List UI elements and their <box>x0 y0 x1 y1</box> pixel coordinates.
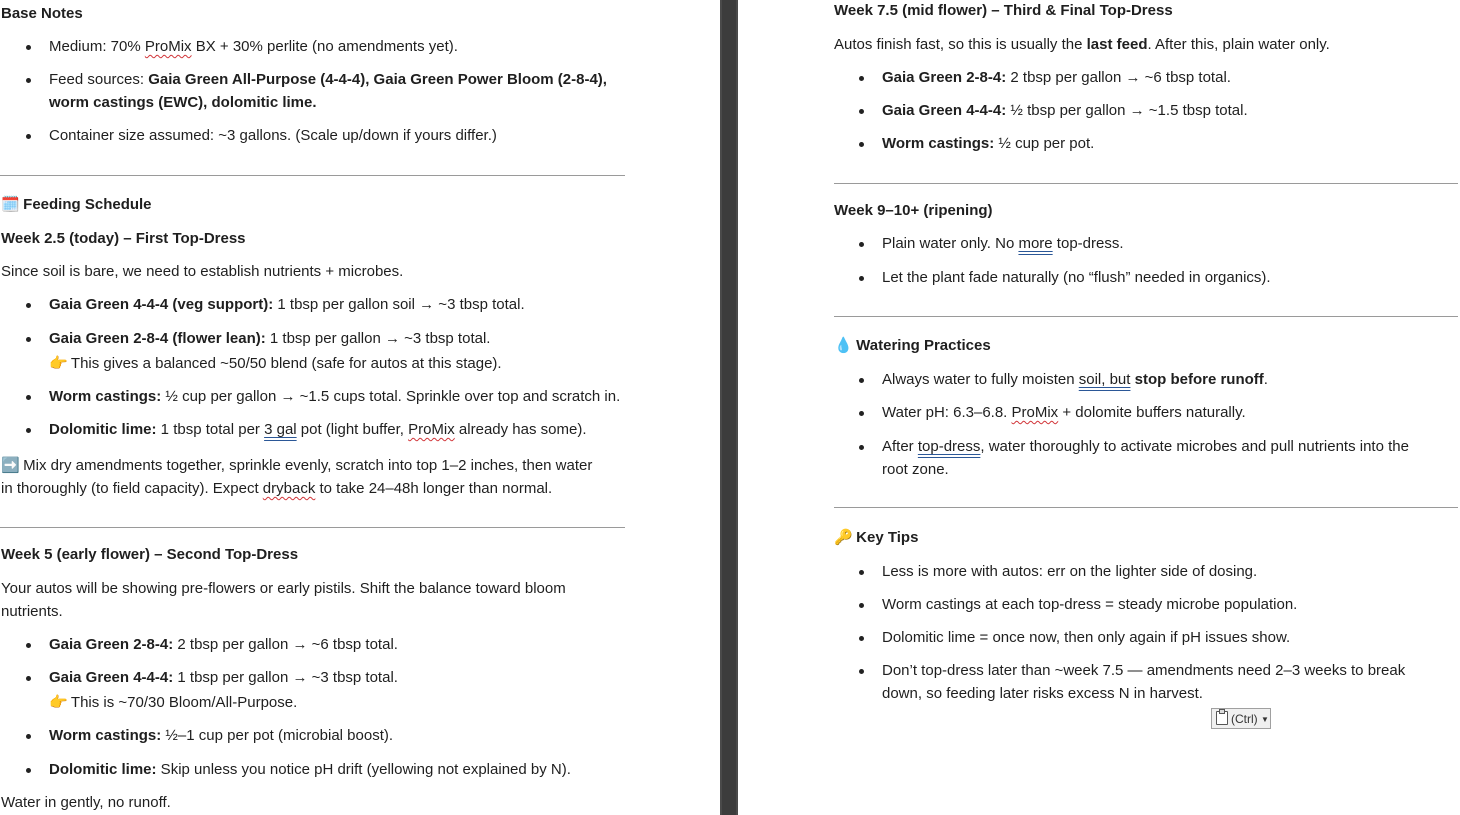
divider <box>834 316 1458 317</box>
clipboard-icon <box>1216 711 1228 725</box>
list-item-continued: worm castings (EWC), dolomitic lime. <box>49 94 317 111</box>
list-item: Always water to fully moisten soil, but stop before runoff. <box>882 371 1268 388</box>
document-page-right <box>738 0 1460 815</box>
list-item: Gaia Green 4-4-4 (veg support): 1 tbsp per gallon soil → ~3 tbsp total. <box>49 296 525 313</box>
list-item: Worm castings: ½–1 cup per pot (microbial boost). <box>49 727 394 744</box>
grammar-flag[interactable]: 3 gal <box>264 421 297 438</box>
week-5-heading: Week 5 (early flower) – Second Top-Dress <box>1 546 299 563</box>
bullet <box>26 768 31 773</box>
week-7-5-intro: Autos finish fast, so this is usually the last feed. After this, plain water only. <box>834 36 1330 53</box>
list-item: Less is more with autos: err on the lighter side of dosing. <box>882 563 1258 580</box>
base-notes-heading: Base Notes <box>1 5 83 22</box>
watering-practices-heading: 💧 Watering Practices <box>834 334 991 357</box>
right-arrow-icon: ➡️ <box>1 457 20 474</box>
week-9-10-heading: Week 9–10+ (ripening) <box>834 202 993 219</box>
list-item: Worm castings: ½ cup per pot. <box>882 135 1095 152</box>
list-item: Let the plant fade naturally (no “flush” needed in organics). <box>882 269 1271 286</box>
list-item: Gaia Green 2-8-4 (flower lean): 1 tbsp per gallon → ~3 tbsp total. <box>49 330 491 347</box>
list-item-continued: down, so feeding later risks excess N in harvest. <box>882 685 1203 702</box>
bullet <box>859 411 864 416</box>
bullet <box>859 636 864 641</box>
week-7-5-heading: Week 7.5 (mid flower) – Third & Final Top-Dress <box>834 2 1173 19</box>
calendar-icon: 🗓️ <box>1 196 20 213</box>
week-5-intro: Your autos will be showing pre-flowers or early pistils. Shift the balance toward bloom <box>1 580 566 597</box>
bullet <box>26 395 31 400</box>
paste-options-button[interactable]: (Ctrl) ▼ <box>1211 708 1271 729</box>
bullet <box>26 134 31 139</box>
bullet <box>859 603 864 608</box>
list-item: Gaia Green 4-4-4: 1 tbsp per gallon → ~3 tbsp total. <box>49 669 398 686</box>
list-item: Dolomitic lime = once now, then only again if pH issues show. <box>882 629 1291 646</box>
list-item: Gaia Green 2-8-4: 2 tbsp per gallon → ~6 tbsp total. <box>882 69 1231 86</box>
bullet <box>26 45 31 50</box>
bullet <box>859 570 864 575</box>
bullet <box>859 76 864 81</box>
spelling-flag[interactable]: dryback <box>262 480 316 497</box>
list-item: Medium: 70% ProMix BX + 30% perlite (no amendments yet). <box>49 38 458 55</box>
key-icon: 🔑 <box>834 529 853 546</box>
grammar-flag[interactable]: top-dress <box>917 438 981 455</box>
list-item-note: 👉 This gives a balanced ~50/50 blend (safe for autos at this stage). <box>49 352 502 375</box>
list-item: Container size assumed: ~3 gallons. (Scale up/down if yours differ.) <box>49 127 497 144</box>
pointing-hand-icon: 👉 <box>49 694 68 711</box>
water-drop-icon: 💧 <box>834 337 853 354</box>
list-item: Dolomitic lime: Skip unless you notice pH drift (yellowing not explained by N). <box>49 761 571 778</box>
grammar-flag[interactable]: more <box>1018 235 1053 252</box>
grammar-flag[interactable]: soil, but <box>1078 371 1131 388</box>
bullet <box>26 337 31 342</box>
bullet <box>859 276 864 281</box>
list-item: After top-dress, water thoroughly to activate microbes and pull nutrients into the <box>882 438 1409 455</box>
bullet <box>859 445 864 450</box>
week-2-5-intro: Since soil is bare, we need to establish nutrients + microbes. <box>1 263 404 280</box>
bullet <box>859 669 864 674</box>
week-2-5-note-continued: in thoroughly (to field capacity). Expect dryback to take 24–48h longer than normal. <box>1 480 553 497</box>
pointing-hand-icon: 👉 <box>49 355 68 372</box>
bullet <box>26 643 31 648</box>
list-item: Feed sources: Gaia Green All-Purpose (4-4-4), Gaia Green Power Bloom (2-8-4), <box>49 71 607 88</box>
spelling-flag[interactable]: ProMix <box>408 421 455 438</box>
document-page-left <box>0 0 720 815</box>
list-item: Water pH: 6.3–6.8. ProMix + dolomite buffers naturally. <box>882 404 1246 421</box>
week-2-5-heading: Week 2.5 (today) – First Top-Dress <box>1 230 246 247</box>
list-item-note: 👉 This is ~70/30 Bloom/All-Purpose. <box>49 691 297 714</box>
feeding-schedule-heading: 🗓️ Feeding Schedule <box>1 193 152 216</box>
week-5-intro-continued: nutrients. <box>1 603 63 620</box>
list-item: Dolomitic lime: 1 tbsp total per 3 gal pot (light buffer, ProMix already has some). <box>49 421 587 438</box>
divider <box>0 175 625 176</box>
bullet <box>859 378 864 383</box>
week-2-5-note: ➡️ Mix dry amendments together, sprinkle evenly, scratch into top 1–2 inches, then water <box>1 454 592 477</box>
list-item: Gaia Green 2-8-4: 2 tbsp per gallon → ~6 tbsp total. <box>49 636 398 653</box>
bullet <box>26 734 31 739</box>
chevron-down-icon: ▼ <box>1261 715 1269 724</box>
list-item: Worm castings: ½ cup per gallon → ~1.5 cups total. Sprinkle over top and scratch in. <box>49 388 621 405</box>
spelling-flag[interactable]: ProMix <box>144 38 192 55</box>
bullet <box>859 142 864 147</box>
list-item: Don’t top-dress later than ~week 7.5 — amendments need 2–3 weeks to break <box>882 662 1406 679</box>
list-item: Worm castings at each top-dress = steady microbe population. <box>882 596 1298 613</box>
list-item-continued: root zone. <box>882 461 949 478</box>
divider <box>0 527 625 528</box>
bullet <box>26 303 31 308</box>
bullet <box>859 109 864 114</box>
key-tips-heading: 🔑 Key Tips <box>834 526 918 549</box>
divider <box>834 183 1458 184</box>
list-item: Gaia Green 4-4-4: ½ tbsp per gallon → ~1.5 tbsp total. <box>882 102 1248 119</box>
bullet <box>26 428 31 433</box>
divider <box>834 507 1458 508</box>
week-5-outro: Water in gently, no runoff. <box>1 794 171 811</box>
list-item: Plain water only. No more top-dress. <box>882 235 1124 252</box>
bullet <box>26 676 31 681</box>
bullet <box>26 78 31 83</box>
bullet <box>859 242 864 247</box>
spelling-flag[interactable]: ProMix <box>1011 404 1059 421</box>
page-gutter <box>720 0 738 815</box>
